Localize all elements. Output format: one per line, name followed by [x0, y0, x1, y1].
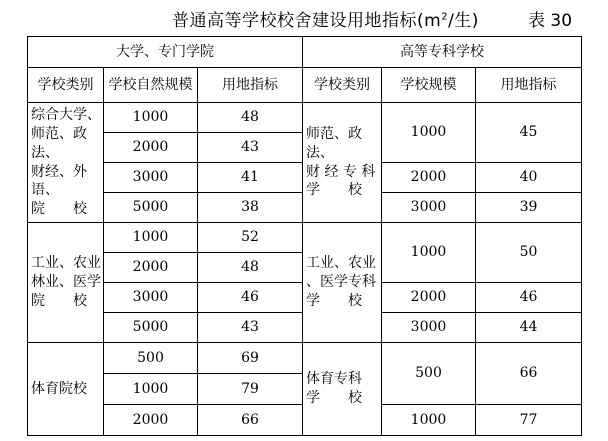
column-header: 学校类别	[28, 68, 104, 103]
scale-cell: 1000	[382, 103, 476, 163]
index-cell: 43	[198, 313, 303, 343]
index-cell: 48	[198, 103, 303, 133]
left-group-header: 大学、专门学院	[28, 37, 303, 68]
table-number: 表 30	[528, 11, 573, 31]
table-row	[28, 103, 582, 133]
index-cell: 41	[198, 163, 303, 193]
index-cell: 45	[476, 103, 582, 163]
index-cell: 48	[198, 253, 303, 283]
group-header-row	[28, 37, 582, 68]
column-header: 学校规模	[382, 68, 476, 103]
index-cell: 66	[198, 405, 303, 436]
index-cell: 77	[476, 405, 582, 436]
scale-cell: 5000	[104, 193, 198, 223]
index-cell: 46	[198, 283, 303, 313]
index-cell: 38	[198, 193, 303, 223]
index-cell: 44	[476, 313, 582, 343]
category-cell: 体育专科 学 校	[303, 343, 382, 436]
category-cell: 综合大学、 师范、政法、 财经、外语、 院 校	[28, 103, 104, 223]
scale-cell: 3000	[104, 283, 198, 313]
column-header: 用地指标	[198, 68, 303, 103]
scale-cell: 500	[382, 343, 476, 405]
scale-cell: 1000	[382, 405, 476, 436]
index-cell: 66	[476, 343, 582, 405]
index-cell: 79	[198, 374, 303, 405]
scale-cell: 1000	[104, 223, 198, 253]
index-cell: 43	[198, 133, 303, 163]
column-header: 学校自然规模	[104, 68, 198, 103]
table-caption	[0, 6, 608, 32]
index-cell: 40	[476, 163, 582, 193]
right-group-header: 高等专科学校	[303, 37, 582, 68]
scale-cell: 3000	[104, 163, 198, 193]
scale-cell: 1000	[382, 223, 476, 283]
index-cell: 46	[476, 283, 582, 313]
scale-cell: 500	[104, 343, 198, 374]
scale-cell: 3000	[382, 313, 476, 343]
column-header: 用地指标	[476, 68, 582, 103]
scale-cell: 5000	[104, 313, 198, 343]
scale-cell: 2000	[104, 133, 198, 163]
column-header-row	[28, 68, 582, 103]
category-cell: 师范、政法、 财 经 专 科 学 校	[303, 103, 382, 223]
table-row	[28, 223, 582, 253]
scale-cell: 2000	[382, 283, 476, 313]
category-cell: 工业、农业 、医学专科 学 校	[303, 223, 382, 343]
table-row	[28, 343, 582, 374]
category-cell: 工业、农业 林业、医学 院 校	[28, 223, 104, 343]
scale-cell: 2000	[104, 253, 198, 283]
index-cell: 50	[476, 223, 582, 283]
land-use-index-table	[27, 36, 582, 436]
scale-cell: 1000	[104, 103, 198, 133]
table-title: 普通高等学校校舍建设用地指标($m^2/$生)	[172, 11, 479, 31]
column-header: 学校类别	[303, 68, 382, 103]
scale-cell: 1000	[104, 374, 198, 405]
scale-cell: 3000	[382, 193, 476, 223]
index-cell: 52	[198, 223, 303, 253]
index-cell: 69	[198, 343, 303, 374]
scale-cell: 2000	[104, 405, 198, 436]
index-cell: 39	[476, 193, 582, 223]
scale-cell: 2000	[382, 163, 476, 193]
category-cell: 体育院校	[28, 343, 104, 436]
